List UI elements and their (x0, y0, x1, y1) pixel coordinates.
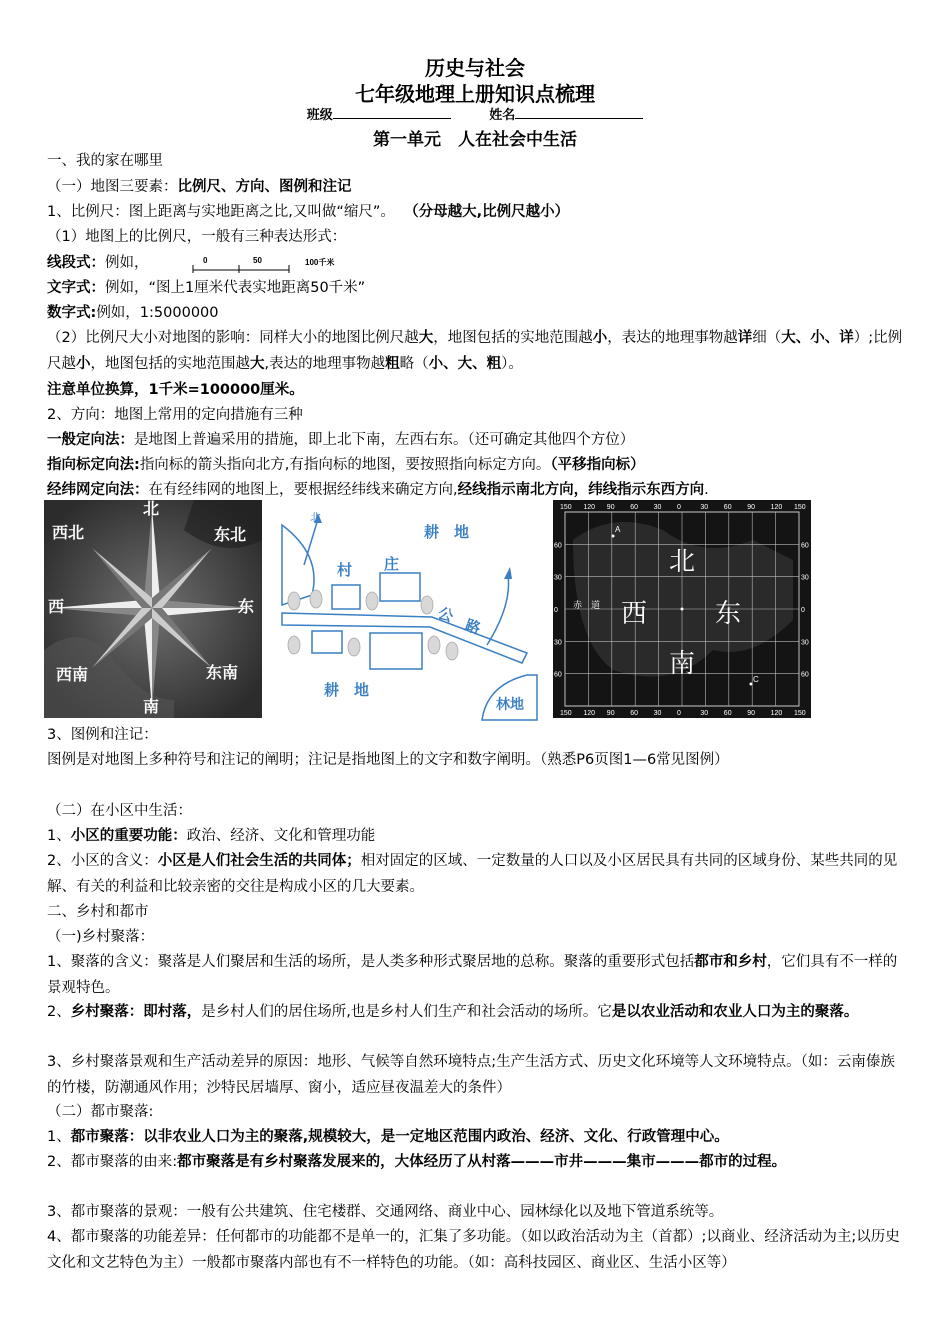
longitude-tick-label: 0 (677, 710, 681, 717)
paragraph: 2、小区的含义：小区是人们社会生活的共同体；相对固定的区域、一定数量的人口以及小区居民具有共同的区域身份、某些共同的见解、有关的利益和比较亲密的交往是构成小区的几大要素。 (47, 853, 898, 895)
paragraph: 1、比例尺：图上距离与实地距离之比,又叫做“缩尺”。 （分母越大,比例尺越小） (47, 204, 570, 220)
name-row (0, 104, 950, 123)
scale-tick-label: 0 (203, 256, 208, 265)
paragraph: 2、都市聚落的由来:都市聚落是有乡村聚落发展来的，大体经历了从村落———市井———集市———都市的过程。 (47, 1154, 787, 1170)
paragraph: 注意单位换算，1千米=100000厘米。 (47, 382, 304, 398)
name-label: 姓名 (489, 108, 516, 123)
paragraph: 指向标定向法:指向标的箭头指向北方,有指向标的地图，要按照指向标定方向。（平移指向标） (47, 457, 645, 473)
longitude-tick-label: 30 (700, 710, 709, 717)
village-label-a: 村 (337, 561, 353, 579)
grid-label-south: 南 (669, 649, 696, 679)
compass-label-north: 北 (143, 499, 160, 518)
latitude-tick-label: 30 (801, 639, 809, 647)
longitude-tick-label: 120 (770, 710, 783, 717)
field-label-bottom: 耕 地 (324, 681, 370, 699)
latitude-tick-label: 30 (554, 574, 562, 582)
point-c-label: C (753, 675, 759, 684)
section-heading: 一、我的家在哪里 (47, 153, 163, 169)
grid-label-north: 北 (669, 547, 696, 577)
paragraph: 文字式：例如，“图上1厘米代表实地距离50千米” (47, 280, 366, 296)
paragraph: （2）比例尺大小对地图的影响：同样大小的地图比例尺越大，地图包括的实地范围越小，表达的地理事物越详细（大、小、详）;比例尺越小，地图包括的实地范围越大,表达的地理事物越粗略（小、大、粗）。 (47, 330, 903, 372)
equator-label: 赤 道 (573, 601, 601, 611)
village-map-image (282, 505, 537, 720)
longitude-tick-label: 60 (630, 710, 638, 717)
paragraph: 3、图例和注记： (47, 727, 158, 743)
latlong-grid-image (553, 500, 811, 718)
longitude-tick-label: 0 (677, 504, 681, 511)
compass-label-southeast: 东南 (206, 663, 239, 682)
latitude-tick-label: 30 (554, 639, 562, 647)
longitude-tick-label: 90 (747, 710, 755, 717)
latitude-tick-label: 0 (554, 607, 558, 614)
longitude-tick-label: 30 (700, 504, 709, 511)
paragraph: 经纬网定向法：在有经纬网的地图上，要根据经纬线来确定方向,经线指示南北方向，纬线指示东西方向. (47, 482, 709, 498)
longitude-tick-label: 60 (723, 504, 732, 511)
longitude-tick-label: 30 (653, 504, 662, 511)
paragraph: （二）在小区中生活： (47, 803, 192, 819)
road-label-b: 路 (462, 615, 483, 638)
paragraph: 数字式:例如，1:5000000 (47, 305, 219, 321)
class-label: 班级 (306, 108, 333, 123)
compass-label-west: 西 (48, 597, 65, 616)
latitude-tick-label: 60 (801, 671, 809, 679)
latitude-tick-label: 60 (554, 671, 562, 679)
longitude-tick-label: 120 (583, 710, 596, 717)
paragraph: （一)乡村聚落： (47, 929, 155, 945)
longitude-tick-label: 90 (747, 504, 755, 511)
grid-label-west: 西 (621, 599, 648, 629)
document-title: 历史与社会 (425, 56, 525, 80)
latitude-tick-label: 60 (554, 542, 562, 550)
class-field[interactable] (333, 106, 451, 119)
name-field[interactable] (515, 106, 643, 119)
scale-bar (193, 256, 335, 274)
unit-title: 第一单元 人在社会中生活 (373, 130, 577, 150)
longitude-tick-label: 90 (606, 504, 615, 511)
longitude-tick-label: 30 (653, 710, 662, 717)
longitude-tick-label: 150 (794, 504, 806, 511)
latitude-tick-label: 30 (801, 574, 809, 582)
paragraph: （一）地图三要素：比例尺、方向、图例和注记 (47, 179, 352, 195)
longitude-tick-label: 120 (770, 504, 783, 511)
paragraph: 3、乡村聚落景观和生产活动差异的原因：地形、气候等自然环境特点;生产生活方式、历史文化环境等人文环境特点。（如：云南傣族的竹楼，防潮通风作用；沙特民居墙厚、窗小，适应昼夜温差大的条件） (47, 1054, 895, 1096)
longitude-tick-label: 150 (560, 504, 572, 511)
forest-label: 林地 (496, 697, 524, 713)
field-label-top: 耕 地 (424, 523, 470, 541)
compass-label-northwest: 西北 (52, 523, 85, 542)
longitude-tick-label: 60 (723, 710, 732, 717)
paragraph: 3、都市聚落的景观：一般有公共建筑、住宅楼群、交通网络、商业中心、园林绿化以及地下管道系统等。 (47, 1204, 724, 1220)
paragraph: 2、乡村聚落：即村落，是乡村人们的居住场所,也是乡村人们生产和社会活动的场所。它是以农业活动和农业人口为主的聚落。 (47, 1004, 859, 1020)
compass-label-east: 东 (238, 597, 255, 616)
compass-rose-image (44, 500, 262, 718)
village-label-b: 庄 (384, 555, 400, 573)
section-heading: 二、乡村和都市 (47, 904, 149, 920)
longitude-tick-label: 150 (560, 710, 572, 717)
longitude-tick-label: 120 (583, 504, 596, 511)
road-label-a: 公 (435, 603, 456, 626)
paragraph: （1）地图上的比例尺，一般有三种表达形式： (47, 229, 347, 245)
point-a-label: A (615, 525, 621, 534)
scale-tick-label: 50 (253, 256, 262, 265)
compass-label-southwest: 西南 (56, 665, 89, 684)
paragraph: 4、都市聚落的功能差异：任何都市的功能都不是单一的，汇集了多功能。（如以政治活动为主（首都）;以商业、经济活动为主;以历史文化和文艺特色为主）一般都市聚落内部也有不一样特色的功能。（如：高科技园区、商业区、生活小区等） (47, 1229, 900, 1271)
longitude-tick-label: 90 (606, 710, 615, 717)
compass-label-northeast: 东北 (214, 525, 247, 544)
paragraph: 2、方向：地图上常用的定向措施有三种 (47, 407, 303, 423)
longitude-tick-label: 150 (794, 710, 806, 717)
paragraph: 图例是对地图上多种符号和注记的阐明；注记是指地图上的文字和数字阐明。（熟悉P6页图1—6常见图例） (47, 752, 729, 768)
paragraph: 一般定向法：是地图上普遍采用的措施，即上北下南，左西右东。（还可确定其他四个方位） (47, 432, 635, 448)
paragraph: 1、聚落的含义：聚落是人们聚居和生活的场所，是人类多种形式聚居地的总称。聚落的重要形式包括都市和乡村，它们具有不一样的景观特色。 (47, 954, 898, 996)
compass-label-south: 南 (143, 697, 160, 716)
longitude-tick-label: 60 (630, 504, 638, 511)
north-arrow-label: 北 (310, 511, 321, 524)
paragraph: 1、都市聚落：以非农业人口为主的聚落,规模较大，是一定地区范围内政治、经济、文化、行政管理中心。 (47, 1129, 729, 1145)
paragraph: 线段式：例如， (47, 255, 149, 271)
grid-label-east: 东 (715, 599, 742, 629)
latitude-tick-label: 0 (801, 607, 805, 614)
paragraph: （二）都市聚落: (47, 1104, 154, 1120)
document-subtitle: 七年级地理上册知识点梳理 (355, 82, 595, 106)
paragraph: 1、小区的重要功能：政治、经济、文化和管理功能 (47, 828, 376, 844)
latitude-tick-label: 60 (801, 542, 809, 550)
scale-tick-label: 100千米 (305, 258, 335, 267)
